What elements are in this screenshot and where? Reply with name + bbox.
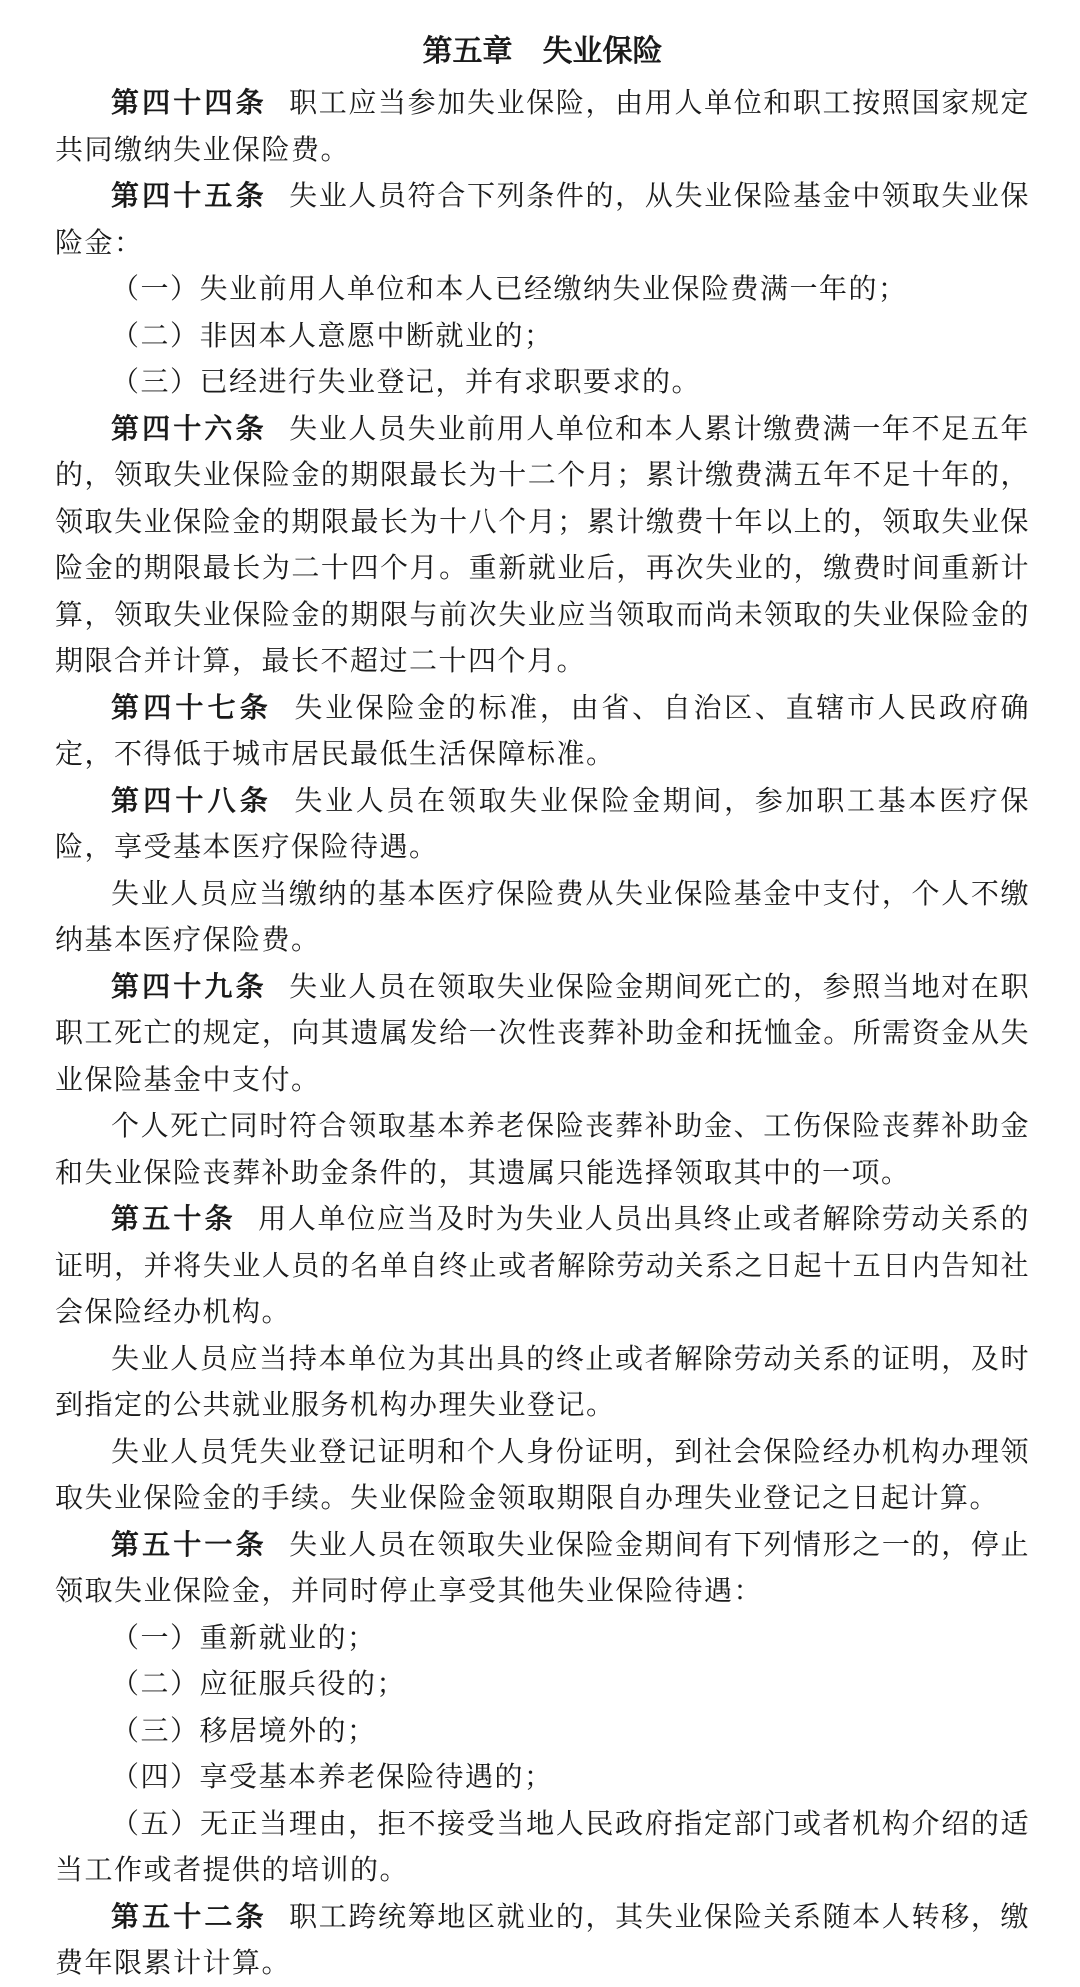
article-number: 第四十六条	[111, 411, 267, 445]
article-number: 第四十五条	[111, 179, 267, 212]
article-paragraph	[55, 1894, 1030, 1987]
article-number: 第五十二条	[111, 1899, 267, 1933]
article-sub-paragraph	[55, 1429, 1030, 1522]
article-text: （三）移居境外的；	[111, 1713, 377, 1747]
article-sub-paragraph	[55, 1661, 1030, 1708]
article-text: 失业人员在领取失业保险金期间，参加职工基本医疗保险，享受基本医疗保险待遇。	[55, 783, 1030, 863]
article-sub-paragraph	[55, 1336, 1030, 1429]
article-sub-paragraph	[55, 1708, 1030, 1755]
chapter-title: 第五章 失业保险	[422, 34, 663, 69]
article-paragraph	[55, 778, 1030, 871]
article-sub-paragraph	[55, 313, 1030, 360]
article-text: （五）无正当理由，拒不接受当地人民政府指定部门或者机构介绍的适当工作或者提供的培训的。	[55, 1806, 1030, 1886]
article-text: 失业人员应当持本单位为其出具的终止或者解除劳动关系的证明，及时到指定的公共就业服务机构办理失业登记。	[55, 1341, 1030, 1421]
article-number: 第四十八条	[111, 783, 272, 817]
article-text: 个人死亡同时符合领取基本养老保险丧葬补助金、工伤保险丧葬补助金和失业保险丧葬补助金条件的，其遗属只能选择领取其中的一项。	[55, 1109, 1030, 1189]
article-number: 第五十条	[111, 1202, 236, 1235]
article-sub-paragraph	[55, 1103, 1030, 1196]
article-text: 失业人员凭失业登记证明和个人身份证明，到社会保险经办机构办理领取失业保险金的手续。失业保险金领取期限自办理失业登记之日起计算。	[55, 1434, 1030, 1514]
article-sub-paragraph	[55, 1615, 1030, 1662]
article-sub-paragraph	[55, 359, 1030, 406]
article-paragraph	[55, 1196, 1030, 1336]
article-number: 第四十四条	[111, 86, 267, 119]
article-text: 失业人员在领取失业保险金期间死亡的，参照当地对在职职工死亡的规定，向其遗属发给一次性丧葬补助金和抚恤金。所需资金从失业保险基金中支付。	[55, 969, 1030, 1096]
article-text: 用人单位应当及时为失业人员出具终止或者解除劳动关系的证明，并将失业人员的名单自终止或者解除劳动关系之日起十五日内告知社会保险经办机构。	[55, 1202, 1030, 1328]
article-text: （三）已经进行失业登记，并有求职要求的。	[111, 365, 702, 398]
article-paragraph	[55, 173, 1030, 266]
article-paragraph	[55, 1522, 1030, 1615]
article-text: （二）应征服兵役的；	[111, 1667, 407, 1700]
article-text: （一）失业前用人单位和本人已经缴纳失业保险费满一年的；	[111, 272, 908, 305]
article-sub-paragraph	[55, 1754, 1030, 1801]
article-paragraph	[55, 406, 1030, 685]
article-paragraph	[55, 80, 1030, 173]
article-text: 职工跨统筹地区就业的，其失业保险关系随本人转移，缴费年限累计计算。	[55, 1899, 1030, 1979]
article-text: （四）享受基本养老保险待遇的；	[111, 1760, 554, 1793]
article-text: 职工应当参加失业保险，由用人单位和职工按照国家规定共同缴纳失业保险费。	[55, 86, 1030, 166]
article-number: 第四十七条	[111, 690, 272, 724]
article-sub-paragraph	[55, 266, 1030, 313]
article-paragraph	[55, 964, 1030, 1104]
article-text: （二）非因本人意愿中断就业的；	[111, 318, 554, 352]
article-number: 第五十一条	[111, 1527, 267, 1561]
article-text: 失业人员应当缴纳的基本医疗保险费从失业保险基金中支付，个人不缴纳基本医疗保险费。	[55, 876, 1030, 956]
article-text: 失业人员符合下列条件的，从失业保险基金中领取失业保险金：	[55, 179, 1030, 259]
article-sub-paragraph	[55, 1801, 1030, 1894]
article-text: （一）重新就业的；	[111, 1620, 377, 1654]
article-text: 失业人员在领取失业保险金期间有下列情形之一的，停止领取失业保险金，并同时停止享受其他失业保险待遇：	[55, 1527, 1030, 1607]
article-sub-paragraph	[55, 871, 1030, 964]
article-paragraph	[55, 685, 1030, 778]
article-text: 失业保险金的标准，由省、自治区、直辖市人民政府确定，不得低于城市居民最低生活保障标准。	[55, 690, 1030, 770]
article-list	[55, 80, 1030, 1987]
article-text: 失业人员失业前用人单位和本人累计缴费满一年不足五年的，领取失业保险金的期限最长为十二个月；累计缴费满五年不足十年的，领取失业保险金的期限最长为十八个月；累计缴费十年以上的，领取失业保险金的期限最长为二十四个月。重新就业后，再次失业的，缴费时间重新计算，领取失业保险金的期限与前次失业应当领取而尚未领取的失业保险金的期限合并计算，最长不超过二十四个月。	[55, 411, 1030, 677]
article-number: 第四十九条	[111, 969, 267, 1003]
